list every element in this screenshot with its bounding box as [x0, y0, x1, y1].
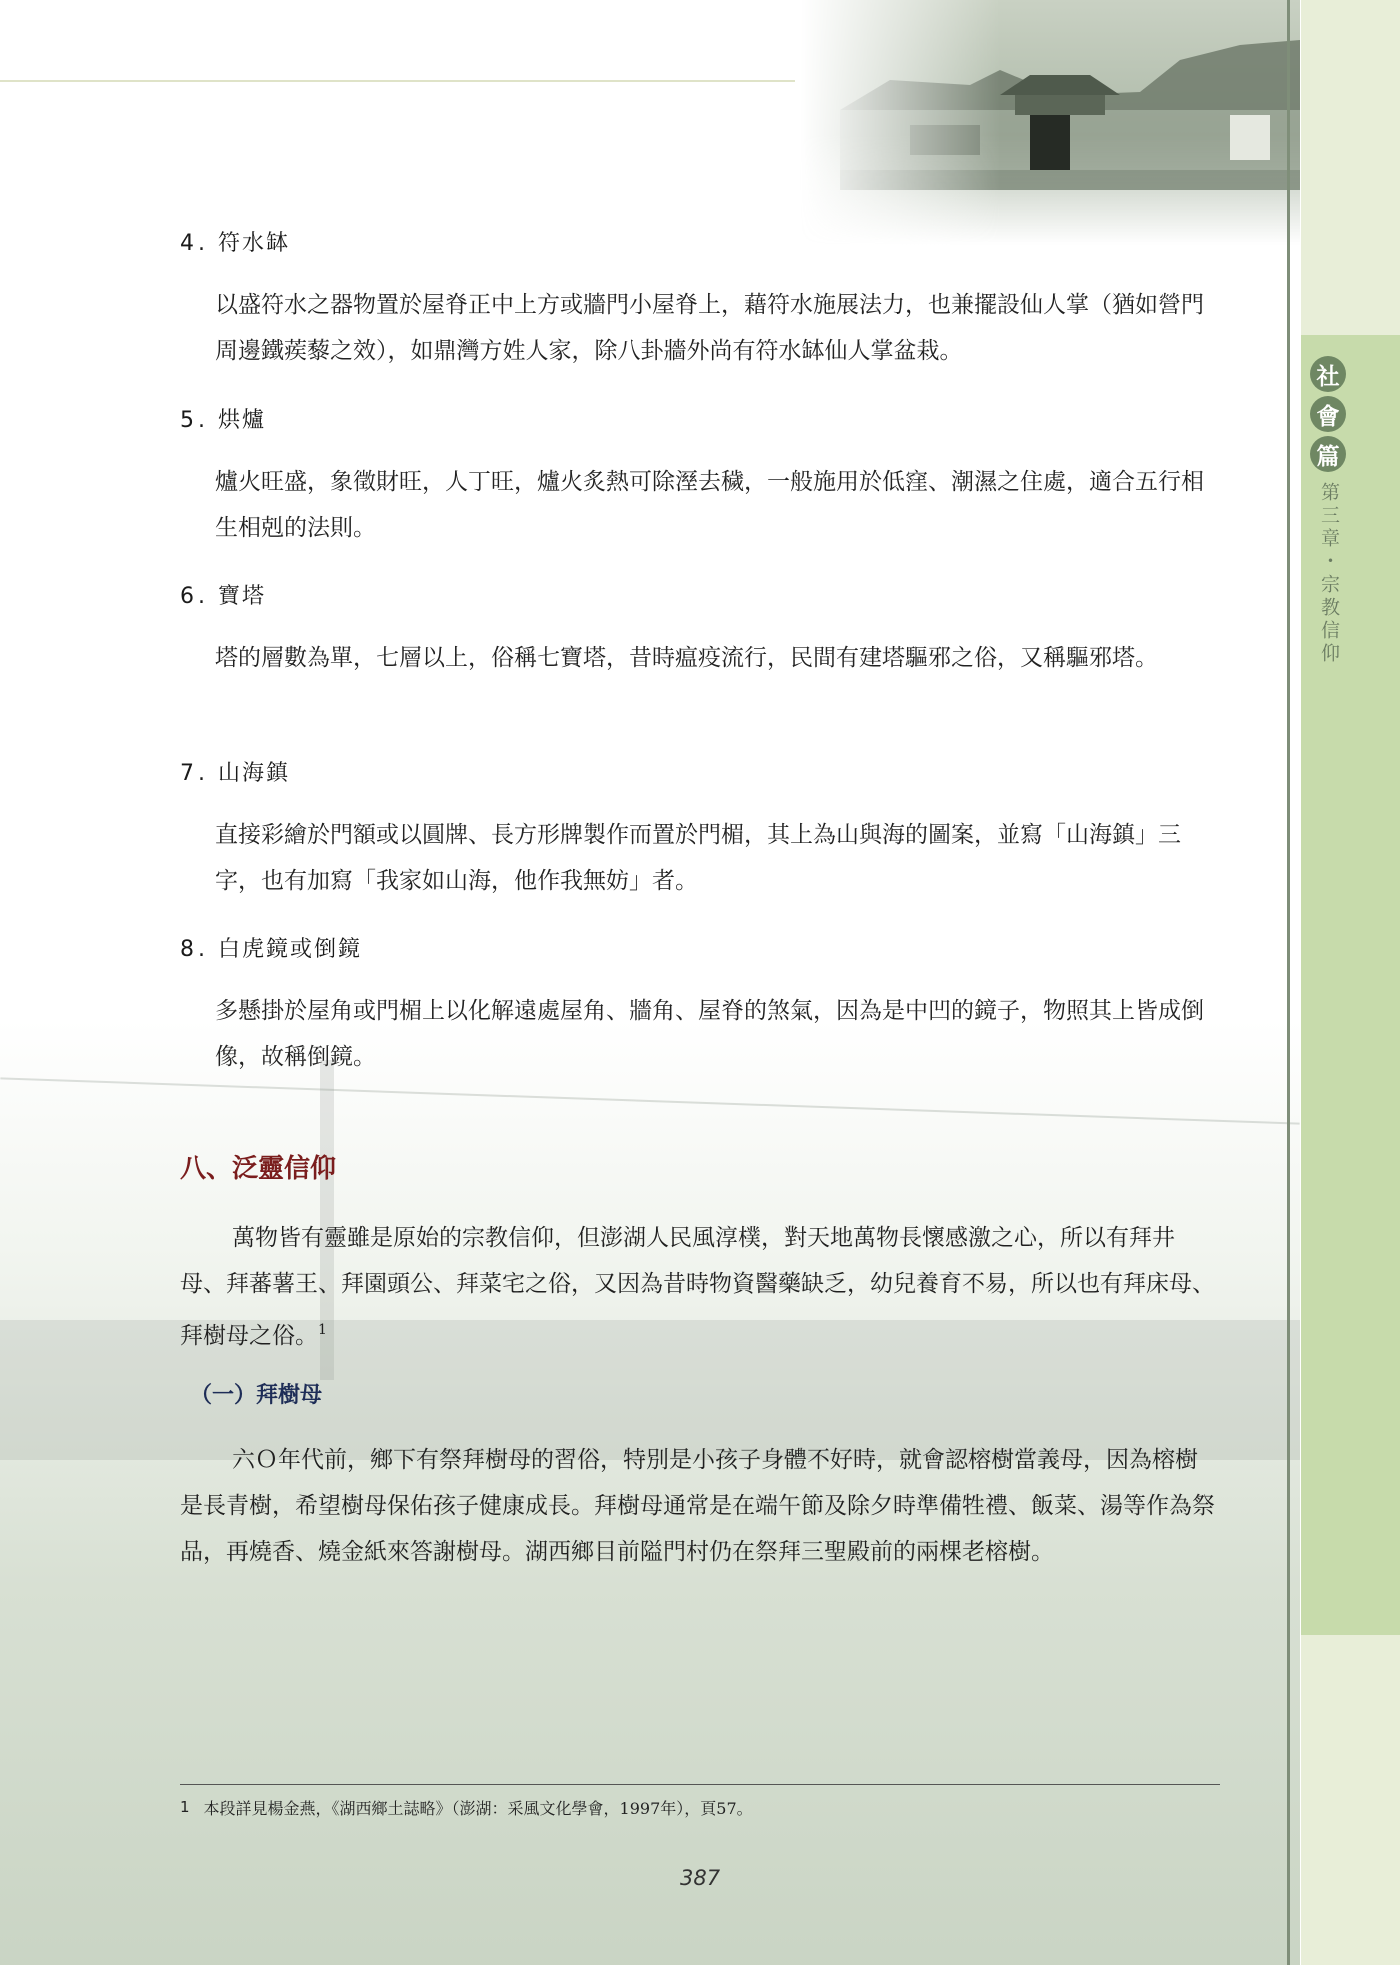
item-heading — [180, 756, 290, 787]
item-body: 塔的層數為單，七層以上，俗稱七寶塔，昔時瘟疫流行，民間有建塔驅邪之俗，又稱驅邪塔。 — [215, 645, 1158, 671]
item-number: 4. — [180, 231, 209, 256]
sidebar-rule — [1287, 0, 1290, 1965]
item-title: 山海鎮 — [218, 761, 291, 786]
footnote-rule — [180, 1784, 1220, 1785]
badge-char: 社 — [1310, 356, 1346, 392]
item-title: 烘爐 — [218, 408, 267, 433]
section-paragraph — [180, 1215, 1220, 1359]
background-wire — [0, 1077, 1299, 1124]
footnote-text: 本段詳見楊金燕，《湖西鄉土誌略》（澎湖：采風文化學會，1997年），頁57。 — [203, 1799, 753, 1818]
item-heading — [180, 403, 266, 434]
badge-char: 篇 — [1310, 436, 1346, 472]
item-body: 以盛符水之器物置於屋脊正中上方或牆門小屋脊上，藉符水施展法力，也兼擺設仙人掌（猶如營門周邊鐵蒺藜之效），如鼎灣方姓人家，除八卦牆外尚有符水缽仙人掌盆栽。 — [215, 292, 1204, 364]
item-number: 8. — [180, 937, 209, 962]
item-title: 符水缽 — [218, 231, 291, 256]
item-body: 直接彩繪於門額或以圓牌、長方形牌製作而置於門楣，其上為山與海的圖案，並寫「山海鎮」三字，也有加寫「我家如山海，他作我無妨」者。 — [215, 822, 1181, 894]
header-building-photo — [800, 0, 1300, 245]
header-rule — [0, 80, 795, 82]
item-heading — [180, 579, 266, 610]
building-illustration — [800, 0, 1300, 245]
page-number: 387 — [680, 1866, 721, 1890]
badge-char: 會 — [1310, 396, 1346, 432]
item-body: 爐火旺盛，象徵財旺，人丁旺，爐火炙熱可除溼去穢，一般施用於低窪、潮濕之住處，適合五行相生相剋的法則。 — [215, 469, 1204, 541]
item-number: 6. — [180, 584, 209, 609]
item-heading — [180, 932, 362, 963]
item-number: 7. — [180, 761, 209, 786]
item-number: 5. — [180, 408, 209, 433]
sidebar-band — [1301, 335, 1400, 1635]
section-paragraph-text: 萬物皆有靈雖是原始的宗教信仰，但澎湖人民風淳樸，對天地萬物長懷感激之心，所以有拜井母、拜蕃薯王、拜園頭公、拜菜宅之俗，又因為昔時物資醫藥缺乏，幼兒養育不易，所以也有拜床母、拜樹母之俗。 — [180, 1225, 1215, 1349]
subsection-heading: （一）拜樹母 — [190, 1383, 323, 1408]
footnote-number: 1 — [180, 1798, 190, 1816]
chapter-badge — [1308, 356, 1348, 472]
section-heading: 八、泛靈信仰 — [180, 1154, 337, 1184]
footnote-ref[interactable]: 1 — [318, 1322, 327, 1338]
item-title: 寶塔 — [218, 584, 267, 609]
chapter-subtitle: 第三章・宗教信仰 — [1318, 482, 1340, 666]
item-body: 多懸掛於屋角或門楣上以化解遠處屋角、牆角、屋脊的煞氣，因為是中凹的鏡子，物照其上皆成倒像，故稱倒鏡。 — [215, 998, 1204, 1070]
item-title: 白虎鏡或倒鏡 — [218, 937, 363, 962]
item-heading — [180, 226, 290, 257]
footnote — [180, 1796, 1220, 1819]
subsection-paragraph: 六Ｏ年代前，鄉下有祭拜樹母的習俗，特別是小孩子身體不好時，就會認榕樹當義母，因為榕樹是長青樹，希望樹母保佑孩子健康成長。拜樹母通常是在端午節及除夕時準備牲禮、飯菜、湯等作為祭品，再燒香、燒金紙來答謝樹母。湖西鄉目前隘門村仍在祭拜三聖殿前的兩棵老榕樹。 — [180, 1447, 1215, 1565]
